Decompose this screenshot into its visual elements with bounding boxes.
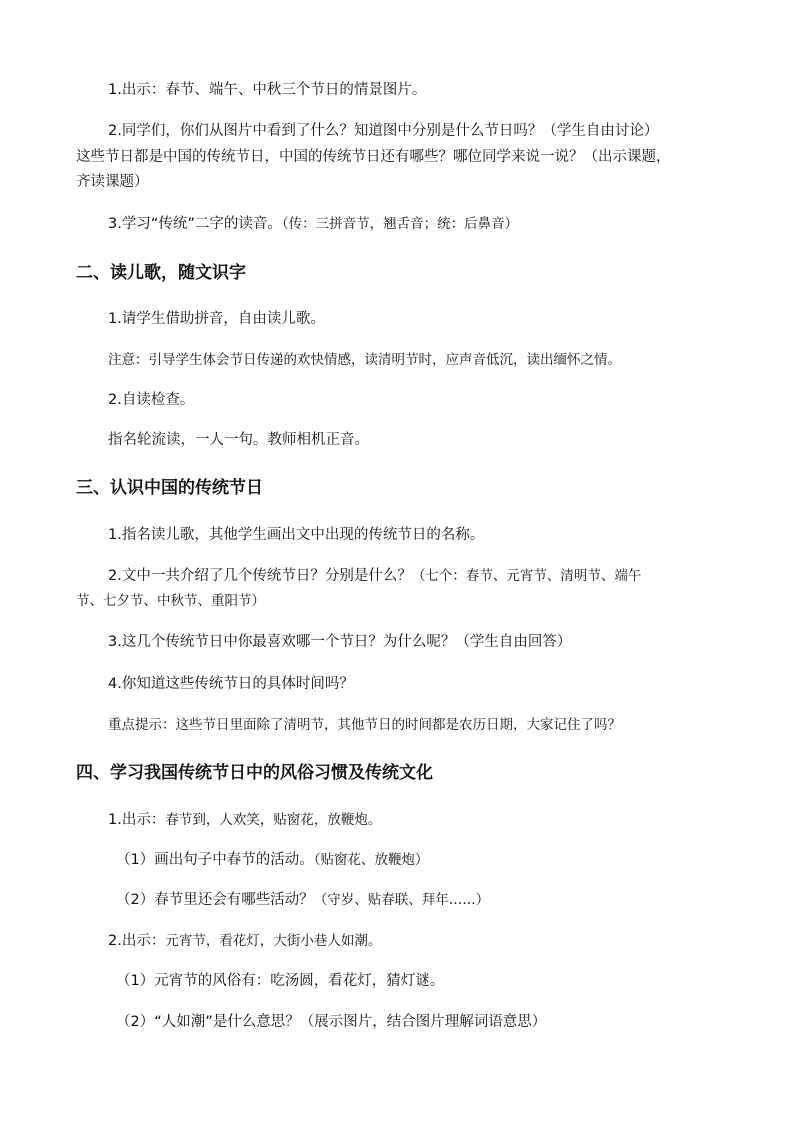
paragraph-4: 1.请学生借助拼音，自由读儿歌。: [108, 311, 325, 327]
paragraph-1: 1.出示：春节、端午、中秋三个节日的情景图片。: [108, 82, 427, 98]
paragraph-8: 2.文中一共介绍了几个传统节日？分别是什么？（七个：春节、元宵节、清明节、端午: [108, 568, 642, 584]
paragraph-9: 3.这几个传统节日中你最喜欢哪一个节日？为什么呢？（学生自由回答）: [108, 634, 572, 650]
paragraph-3: 3.学习“传统”二字的读音。（传：三拼音节，翘舌音；统：后鼻音）: [108, 216, 519, 232]
paragraph-12: （1）画出句子中春节的活动。（贴窗花、放鞭炮）: [116, 852, 429, 868]
section-heading-4: 四、学习我国传统节日中的风俗习惯及传统文化: [76, 763, 433, 783]
paragraph-15: （1）元宵节的风俗有：吃汤圆，看花灯，猜灯谜。: [116, 973, 445, 989]
paragraph-2-cont2: 齐读课题）: [76, 174, 149, 190]
paragraph-2-cont: 这些节日都是中国的传统节日，中国的传统节日还有哪些？哪位同学来说一说？（出示课题，: [76, 149, 671, 165]
paragraph-2: 2.同学们，你们从图片中看到了什么？知道图中分别是什么节日吗？（学生自由讨论）: [108, 123, 659, 139]
paragraph-16: （2）“人如潮”是什么意思？（展示图片，结合图片理解词语意思）: [116, 1014, 547, 1030]
section-heading-2: 二、读儿歌，随文识字: [76, 263, 246, 283]
note-2: 重点提示：这些节日里面除了清明节，其他节日的时间都是农历日期，大家记住了吗？: [108, 717, 621, 733]
note-1: 注意：引导学生体会节日传递的欢快情感，读清明节时，应声音低沉，读出缅怀之情。: [108, 352, 621, 368]
paragraph-7: 1.指名读儿歌，其他学生画出文中出现的传统节日的名称。: [108, 527, 485, 543]
paragraph-8-cont: 节、七夕节、中秋节、重阳节）: [76, 593, 265, 609]
section-heading-3: 三、认识中国的传统节日: [76, 478, 263, 498]
paragraph-6: 指名轮流读，一人一句。教师相机正音。: [108, 432, 369, 448]
paragraph-14: 2.出示：元宵节，看花灯，大街小巷人如潮。: [108, 933, 382, 949]
paragraph-10: 4.你知道这些传统节日的具体时间吗？: [108, 676, 354, 692]
paragraph-11: 1.出示：春节到，人欢笑，贴窗花，放鞭炮。: [108, 812, 382, 828]
paragraph-13: （2）春节里还会有哪些活动？（守岁、贴春联、拜年……）: [116, 892, 490, 908]
paragraph-5: 2.自读检查。: [108, 392, 195, 408]
